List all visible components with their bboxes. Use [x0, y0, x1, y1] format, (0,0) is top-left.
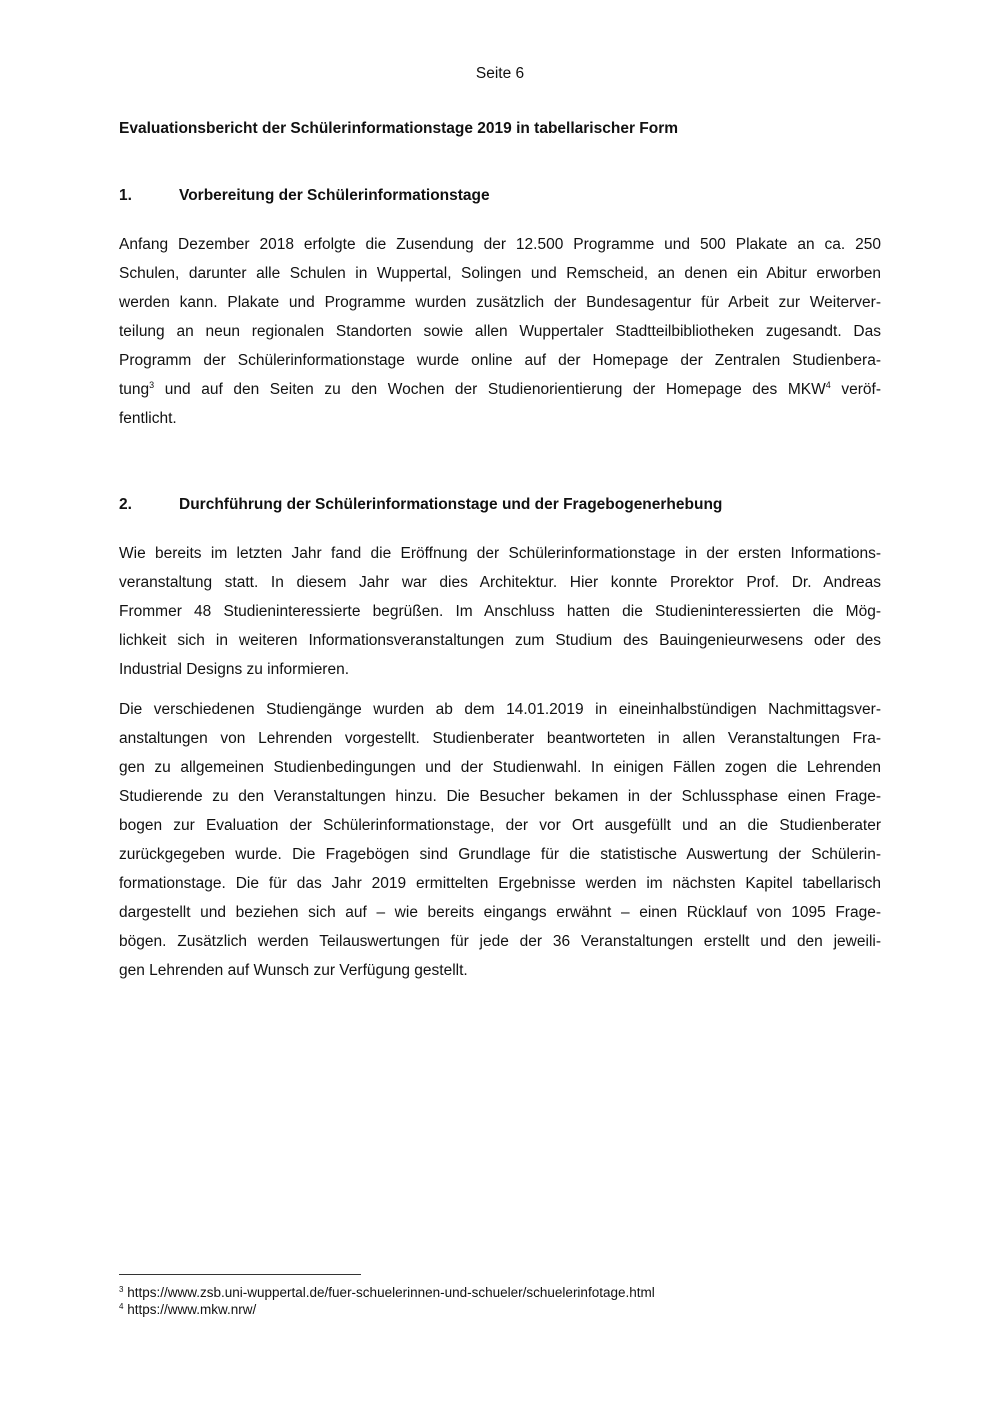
footnote-link[interactable]: https://www.mkw.nrw/ [123, 1302, 257, 1317]
text-line: Studierende zu den Veranstaltungen hinzu. Die Besucher bekamen in der Schlussphase einen Frage- [119, 788, 881, 805]
section-title: Durchführung der Schülerinformationstage und der Fragebogenerhebung [179, 496, 723, 513]
page-number: Seite 6 [475, 65, 525, 82]
text-line: Industrial Designs zu informieren. [119, 661, 350, 678]
text-line: zurückgegeben wurde. Die Fragebögen sind Grundlage für die statistische Auswertung der Schülerin- [119, 846, 881, 863]
section-number: 1. [119, 187, 132, 204]
text-line: formationstage. Die für das Jahr 2019 ermittelten Ergebnisse werden im nächsten Kapitel tabellarisch [119, 875, 881, 892]
text-line: veranstaltung statt. In diesem Jahr war dies Architektur. Hier konnte Prorektor Prof. Dr. Andreas [119, 574, 881, 591]
text-line: werden kann. Plakate und Programme wurden zusätzlich der Bundesagentur für Arbeit zur Weiterver- [119, 294, 881, 311]
text-line: Wie bereits im letzten Jahr fand die Eröffnung der Schülerinformationstage in der ersten Informations- [119, 545, 881, 562]
footnote-marker: 3 [119, 1285, 124, 1294]
text-line: Die verschiedenen Studiengänge wurden ab dem 14.01.2019 in eineinhalbstündigen Nachmittagsver- [119, 701, 881, 718]
text-line: Programm der Schülerinformationstage wurde online auf der Homepage der Zentralen Studienbera- [119, 352, 881, 369]
footnote-ref-3[interactable]: 3 [149, 380, 155, 390]
paragraph-opening [119, 539, 881, 684]
paragraph-procedure [119, 695, 881, 985]
footnote-link[interactable]: https://www.zsb.uni-wuppertal.de/fuer-schuelerinnen-und-schueler/schuelerinfotage.html [123, 1285, 655, 1300]
document-title: Evaluationsbericht der Schülerinformationstage 2019 in tabellarischer Form [119, 120, 679, 137]
section-number: 2. [119, 496, 132, 513]
text-line: Schulen, darunter alle Schulen in Wuppertal, Solingen und Remscheid, an denen ein Abitur erworben [119, 265, 881, 282]
text-line: bogen zur Evaluation der Schülerinformationstage, der vor Ort ausgefüllt und an die Studienberater [119, 817, 881, 834]
text-line: gen Lehrenden auf Wunsch zur Verfügung gestellt. [119, 962, 468, 979]
section-heading-2 [119, 495, 722, 515]
text-line: anstaltungen von Lehrenden vorgestellt. Studienberater beantworteten in allen Veranstaltungen Fra- [119, 730, 881, 747]
text-line: dargestellt und beziehen sich auf – wie bereits eingangs erwähnt – einen Rücklauf von 1095 Frage- [119, 904, 881, 921]
text-line: Frommer 48 Studieninteressierte begrüßen. Im Anschluss hatten die Studieninteressierten die Mög- [119, 603, 881, 620]
footnote-separator [119, 1274, 361, 1275]
footnote-ref-4[interactable]: 4 [825, 380, 831, 390]
text-line: fentlicht. [119, 410, 177, 427]
section-title: Vorbereitung der Schülerinformationstage [179, 187, 490, 204]
footnotes [119, 1284, 655, 1318]
text-line: lichkeit sich in weiteren Informationsveranstaltungen zum Studium des Bauingenieurwesens oder des [119, 632, 881, 649]
text-line: tung$^3$ und auf den Seiten zu den Wochen der Studienorientierung der Homepage des MKW$^4$ veröf- [119, 380, 881, 398]
text-line: teilung an neun regionalen Standorten sowie allen Wuppertaler Stadtteilbibliotheken zugesandt. Das [119, 323, 881, 340]
text-line: Anfang Dezember 2018 erfolgte die Zusendung der 12.500 Programme und 500 Plakate an ca. 250 [119, 236, 881, 253]
text-line: gen zu allgemeinen Studienbedingungen und der Studienwahl. In einigen Fällen zogen die Lehrenden [119, 759, 881, 776]
paragraph-preparation [119, 230, 881, 433]
text-line: bögen. Zusätzlich werden Teilauswertungen für jede der 36 Veranstaltungen erstellt und den jeweili- [119, 933, 881, 950]
footnote-marker: 4 [119, 1302, 124, 1311]
section-heading-1 [119, 186, 490, 206]
footnote-3 [119, 1284, 655, 1301]
footnote-4 [119, 1301, 655, 1318]
